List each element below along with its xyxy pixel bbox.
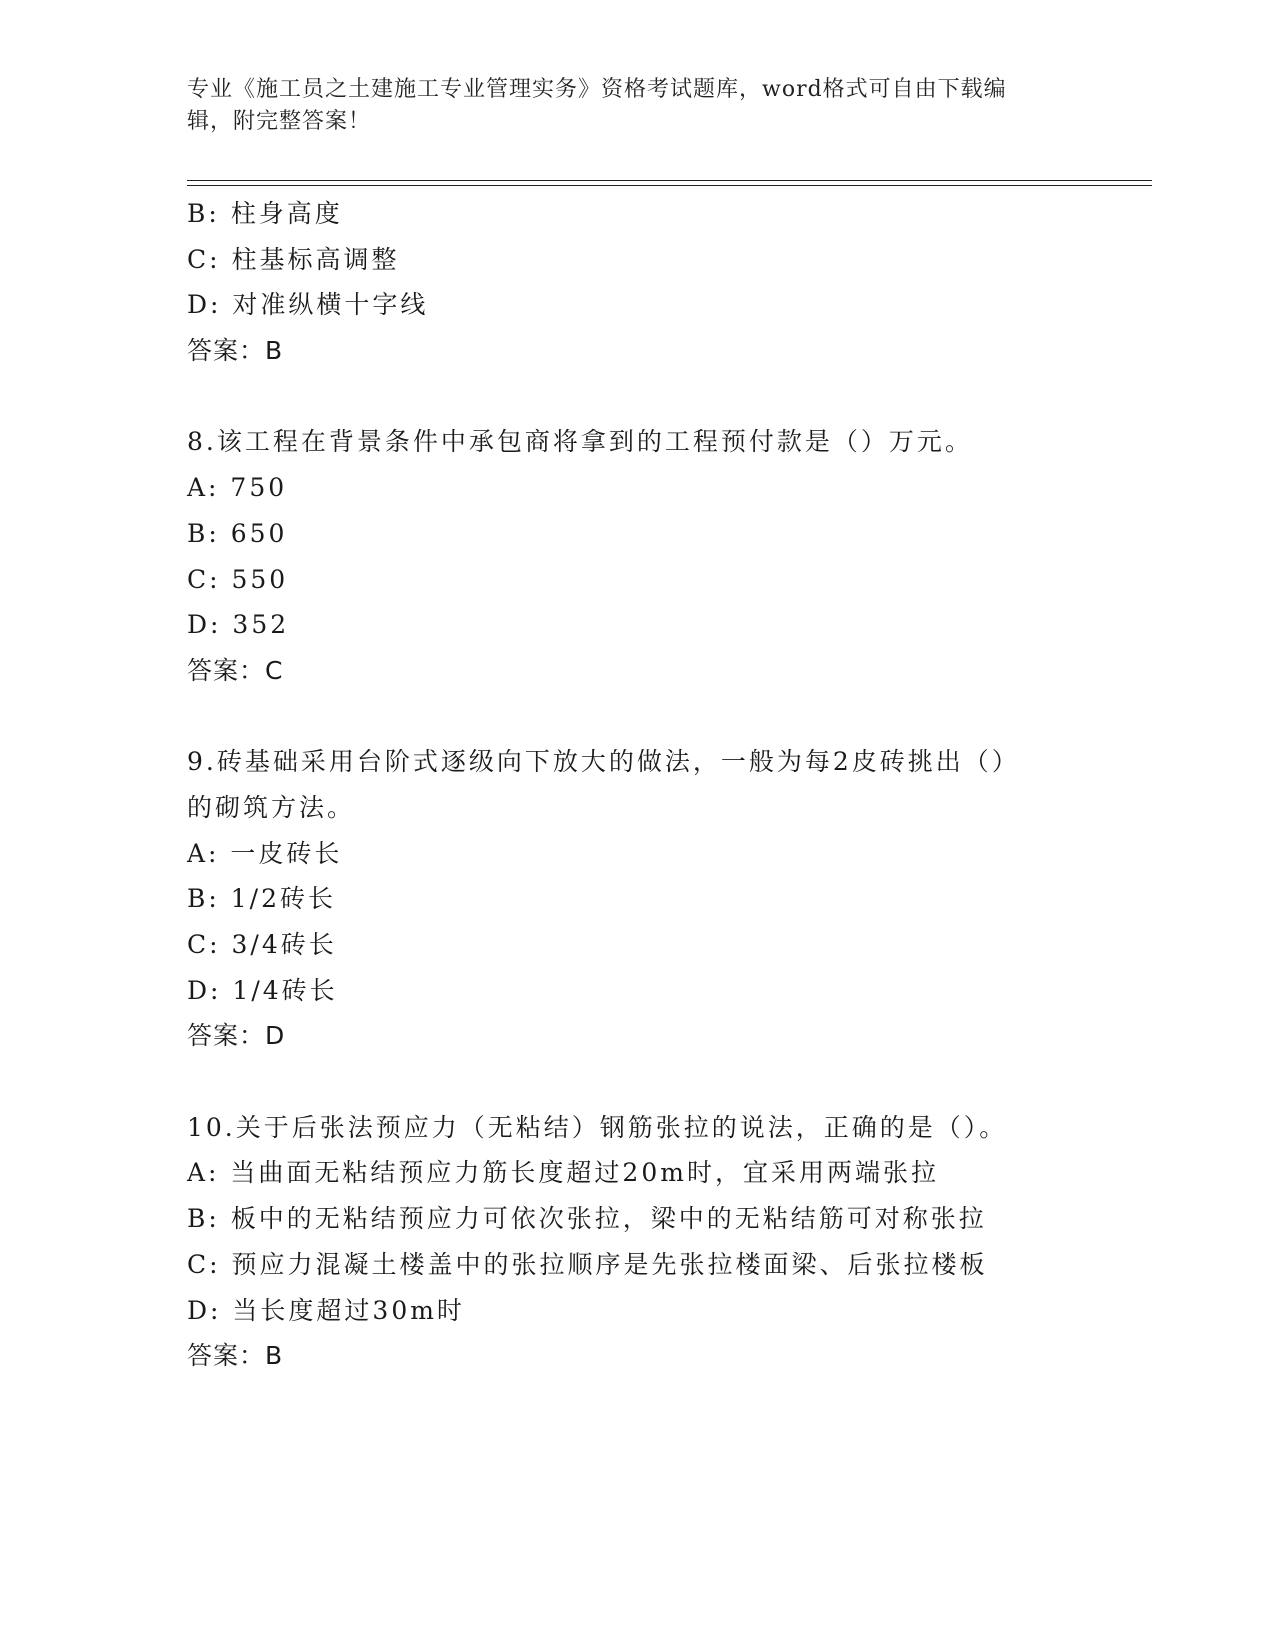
header-line-1: 专业《施工员之土建施工专业管理实务》资格考试题库，word格式可自由下载编 xyxy=(187,77,1007,102)
option-d: D: 当长度超过30m时 xyxy=(187,1295,465,1325)
prev-question-block xyxy=(187,191,1087,374)
answer-line: 答案：B xyxy=(187,336,284,366)
option-b: B: 650 xyxy=(187,518,288,548)
option-a: A: 一皮砖长 xyxy=(187,838,343,868)
option-b: B: 板中的无粘结预应力可依次张拉，梁中的无粘结筋可对称张拉 xyxy=(187,1204,987,1234)
question-9-block xyxy=(187,739,1087,1059)
question-10-block xyxy=(187,1105,1087,1379)
question-text: 8.该工程在背景条件中承包商将拿到的工程预付款是（）万元。 xyxy=(187,427,973,457)
option-c: C: 550 xyxy=(187,564,289,594)
option-b: B: 1/2砖长 xyxy=(187,884,336,914)
option-d: D: 对准纵横十字线 xyxy=(187,290,429,320)
spacer xyxy=(187,374,1087,420)
spacer xyxy=(187,694,1087,740)
option-c: C: 柱基标高调整 xyxy=(187,244,400,274)
question-text-line-2: 的砌筑方法。 xyxy=(187,792,356,822)
option-a: A: 当曲面无粘结预应力筋长度超过20m时，宜采用两端张拉 xyxy=(187,1158,939,1188)
option-c: C: 3/4砖长 xyxy=(187,930,337,959)
answer-line: 答案：D xyxy=(187,1021,286,1051)
answer-line: 答案：C xyxy=(187,655,284,685)
question-8-block xyxy=(187,419,1087,693)
option-d: D: 1/4砖长 xyxy=(187,975,338,1005)
document-header xyxy=(187,74,1077,138)
header-line-2: 辑，附完整答案！ xyxy=(187,109,372,134)
question-text: 10.关于后张法预应力（无粘结）钢筋张拉的说法，正确的是（）。 xyxy=(187,1112,1008,1142)
option-c: C: 预应力混凝土楼盖中的张拉顺序是先张拉楼面梁、后张拉楼板 xyxy=(187,1249,988,1279)
header-divider-bottom xyxy=(187,185,1152,186)
question-text-line-1: 9.砖基础采用台阶式逐级向下放大的做法，一般为每2皮砖挑出（） xyxy=(187,747,1020,777)
answer-line: 答案：B xyxy=(187,1341,284,1371)
spacer xyxy=(187,1059,1087,1105)
option-d: D: 352 xyxy=(187,610,290,640)
header-divider-top xyxy=(187,180,1152,181)
question-content xyxy=(187,191,1087,1379)
option-b: B: 柱身高度 xyxy=(187,199,343,228)
option-a: A: 750 xyxy=(187,473,288,503)
